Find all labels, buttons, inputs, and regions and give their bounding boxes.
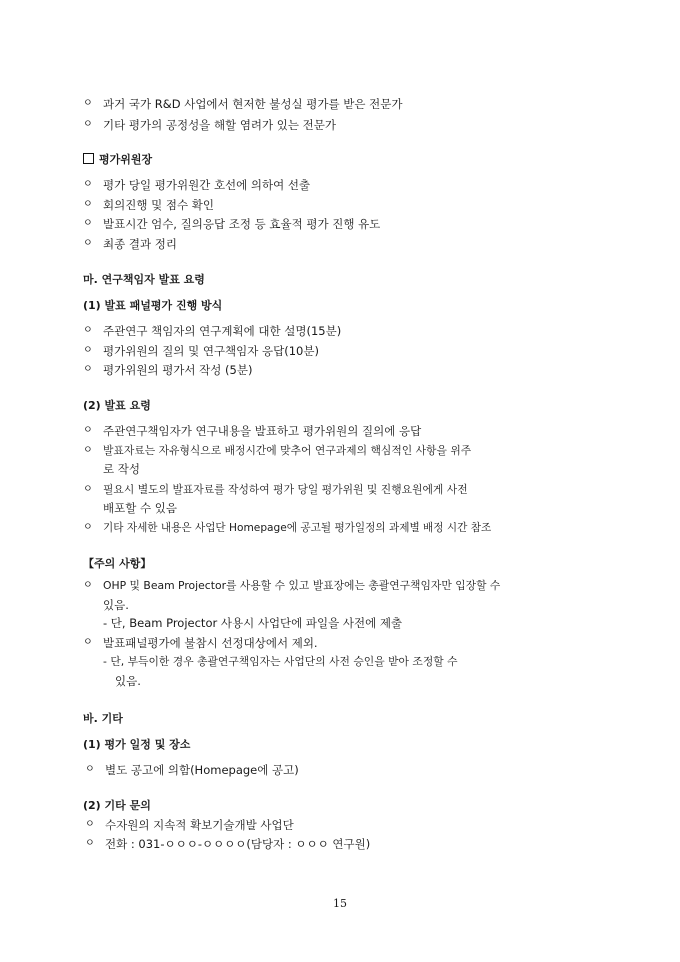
caution-subline: - 단, Beam Projector 사용시 사업단에 파일을 사전에 제출 bbox=[103, 616, 403, 630]
section-heading-chair bbox=[83, 152, 152, 168]
bullet-marker: ㅇ bbox=[85, 838, 95, 849]
bullet-marker: ㅇ bbox=[83, 199, 93, 210]
subsection-heading: (2) 기타 문의 bbox=[83, 799, 151, 812]
bullet-marker: ㅇ bbox=[83, 522, 93, 533]
heading-text: 평가위원장 bbox=[99, 153, 153, 166]
caution-line: OHP 및 Beam Projector를 사용할 수 있고 발표장에는 총괄연구책임자만 입장할 수 bbox=[103, 579, 501, 592]
bullet-marker: ㅇ bbox=[83, 637, 93, 648]
list-item: 주관연구 책임자의 연구계획에 대한 설명(15분) bbox=[103, 324, 342, 338]
subsection-heading: (2) 발표 요령 bbox=[83, 399, 151, 412]
caution-heading: 【주의 사항】 bbox=[83, 557, 152, 570]
list-item: 최종 결과 정리 bbox=[103, 237, 177, 251]
caution-subline: - 단, 부득이한 경우 총괄연구책임자는 사업단의 사전 승인을 받아 조정할 수 bbox=[103, 655, 458, 668]
checkbox-square-icon bbox=[83, 153, 94, 164]
list-item: 평가위원의 평가서 작성 (5분) bbox=[103, 363, 253, 377]
list-item: 평가위원의 질의 및 연구책임자 응답(10분) bbox=[103, 344, 319, 358]
section-heading-ma: 마. 연구책임자 발표 요령 bbox=[83, 273, 205, 286]
caution-line: 발표패널평가에 불참시 선정대상에서 제외. bbox=[103, 636, 318, 650]
list-item: 별도 공고에 의함(Homepage에 공고) bbox=[105, 763, 299, 777]
bullet-marker: ㅇ bbox=[83, 179, 93, 190]
bullet-marker: ㅇ bbox=[83, 425, 93, 436]
bullet-marker: ㅇ bbox=[83, 238, 93, 249]
list-item: 필요시 별도의 발표자료를 작성하여 평가 당일 평가위원 및 진행요원에게 사전 bbox=[103, 483, 468, 496]
bullet-marker: ㅇ bbox=[83, 325, 93, 336]
bullet-marker: ㅇ bbox=[83, 119, 93, 130]
list-item-continuation: 배포할 수 있음 bbox=[103, 501, 177, 515]
list-item-continuation: 로 작성 bbox=[103, 462, 140, 476]
bullet-marker: ㅇ bbox=[83, 445, 93, 456]
list-item: 전화 : 031-ㅇㅇㅇ-ㅇㅇㅇㅇ(담당자 : ㅇㅇㅇ 연구원) bbox=[105, 837, 371, 851]
list-item: 기타 자세한 내용은 사업단 Homepage에 공고될 평가일정의 과제별 배정 시간 참조 bbox=[103, 522, 492, 534]
subsection-heading: (1) 발표 패널평가 진행 방식 bbox=[83, 299, 223, 312]
bullet-marker: ㅇ bbox=[83, 580, 93, 591]
list-item: 회의진행 및 점수 확인 bbox=[103, 198, 214, 212]
section-heading-ba: 바. 기타 bbox=[83, 712, 123, 725]
bullet-marker: ㅇ bbox=[83, 218, 93, 229]
list-item: 과거 국가 R&D 사업에서 현저한 불성실 평가를 받은 전문가 bbox=[103, 97, 403, 111]
list-item: 평가 당일 평가위원간 호선에 의하여 선출 bbox=[103, 178, 311, 192]
bullet-marker: ㅇ bbox=[85, 764, 95, 775]
caution-line: 있음. bbox=[103, 598, 129, 612]
list-item: 주관연구책임자가 연구내용을 발표하고 평가위원의 질의에 응답 bbox=[103, 424, 422, 438]
caution-subline: 있음. bbox=[115, 674, 141, 688]
bullet-marker: ㅇ bbox=[83, 364, 93, 375]
bullet-marker: ㅇ bbox=[83, 345, 93, 356]
page-number: 15 bbox=[333, 897, 347, 910]
subsection-heading: (1) 평가 일정 및 장소 bbox=[83, 738, 191, 751]
list-item: 기타 평가의 공정성을 해할 염려가 있는 전문가 bbox=[103, 118, 337, 132]
bullet-marker: ㅇ bbox=[85, 819, 95, 830]
list-item: 발표시간 엄수, 질의응답 조정 등 효율적 평가 진행 유도 bbox=[103, 217, 381, 231]
bullet-marker: ㅇ bbox=[83, 98, 93, 109]
bullet-marker: ㅇ bbox=[83, 484, 93, 495]
list-item: 수자원의 지속적 확보기술개발 사업단 bbox=[105, 818, 294, 832]
list-item: 발표자료는 자유형식으로 배정시간에 맞추어 연구과제의 핵심적인 사항을 위주 bbox=[103, 444, 472, 457]
